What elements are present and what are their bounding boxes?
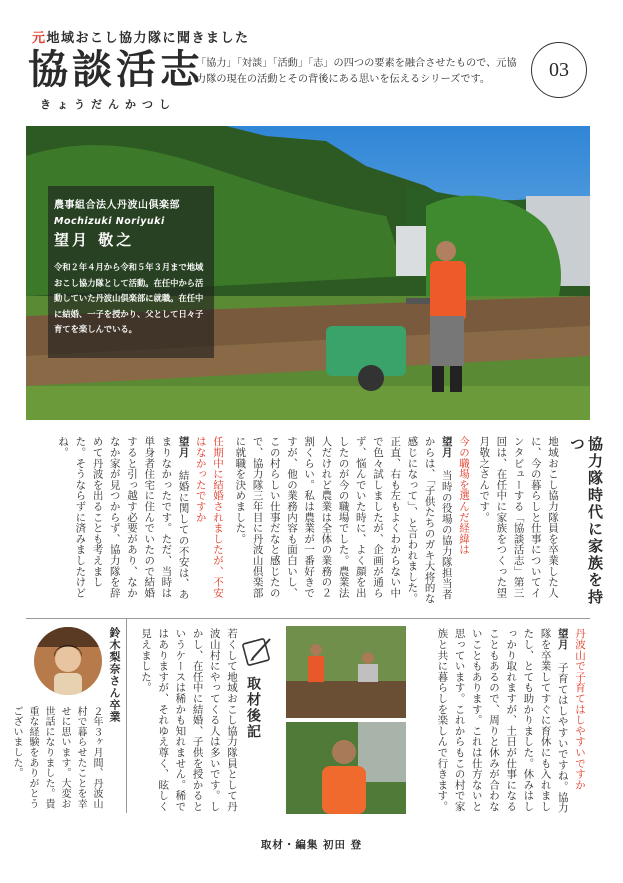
answer-2-speaker: 望月 bbox=[177, 436, 190, 458]
answer-3-speaker: 望月 bbox=[556, 628, 569, 650]
kicker-text: 地域おこし協力隊に聞きました bbox=[46, 31, 250, 46]
profile-name: 望月 敬之 bbox=[54, 231, 135, 249]
article-block-1 bbox=[228, 436, 472, 608]
graduate-text: ２年３ヶ月間、丹波山村で暮らせたことを幸せに思います。大変お世話になりました。貴重な経験をありがとうございました。 bbox=[11, 706, 102, 809]
section-divider bbox=[26, 618, 590, 619]
article-block-2 bbox=[40, 436, 226, 608]
profile-name-roman: Mochizuki Noriyuki bbox=[54, 216, 165, 227]
issue-number: 03 bbox=[531, 42, 587, 98]
profile-organization: 農事組合法人丹波山倶楽部 bbox=[54, 200, 180, 211]
pen-notebook-icon bbox=[240, 633, 274, 667]
photo-fieldwork bbox=[286, 626, 406, 718]
profile-bio: 令和２年４月から令和５年３月まで地域おこし協力隊として活動。在任中から活動していた丹波山倶楽部に就職。在任中に結婚、一子を授かり、父として日々子育てを楽しんでいる。 bbox=[54, 262, 204, 334]
column-divider bbox=[126, 618, 127, 813]
graduate-name: 鈴木梨奈さん卒業 bbox=[108, 627, 121, 723]
answer-2: 結婚に関しての不安は、あまりなかったです。ただ、当時は単身者住宅に住んでいたので結婚すると引っ越す必要があり、なかなか家が見つからず、協力隊を辞めて丹波を出ることも考えました。そうならずに済みましたけどね。 bbox=[57, 436, 190, 600]
question-2: 任期中に結婚されましたが、不安はなかったですか bbox=[194, 436, 224, 598]
kicker bbox=[32, 27, 250, 46]
afterword-title: 取材後記 bbox=[245, 676, 261, 740]
series-description: 「協力」「対談」「活動」「志」の四つの要素を融合させたもので、元協力隊の現在の活動とその背後にある思いを伝えるシリーズです。 bbox=[196, 58, 517, 85]
kicker-prefix: 元 bbox=[32, 31, 47, 46]
question-3: 丹波山で子育てはしやすいですか bbox=[574, 628, 586, 790]
answer-1: 当時の役場の協力隊担当者からは、「子供たちのガキ大将的な感じになって」、と言われました。正直、右も左もよくわからない中で色々試しましたが、企画が通らず、悩んでいた時に、よく顔を出したのが今の職場でした。農業法人だけれど農業は全体の業務の２割くらい。私は農業が一番好きですが、他の業務内容も面白いし、この村らしい仕事だなと感じたので、協力隊三年目に丹波山倶楽部に就職を決めました。 bbox=[234, 436, 453, 604]
answer-3: 子育てはしやすいですね。協力隊を卒業してすぐに育休にも入れましたし、とても助かりました。休みはしっかり取れますが、土日が仕事になることもあるので、周りと休みが合わないこともあります。これは仕方ないと思っています。これからもこの村で家族と共に暮らしを楽しんで行きます。 bbox=[436, 628, 569, 814]
footer-credit: 取材・編集 初田 登 bbox=[260, 839, 363, 851]
profile-box bbox=[48, 186, 214, 358]
article-block-3 bbox=[420, 628, 588, 818]
answer-1-speaker: 望月 bbox=[440, 436, 453, 458]
photo-portrait bbox=[286, 722, 406, 814]
article-heading: 協力隊時代に家族を持つ bbox=[568, 436, 604, 606]
graduate-avatar bbox=[34, 627, 102, 695]
afterword-text: 若くして地域おこし協力隊員として丹波山村にやってくる人は多いです。しかし、在任中に結婚、子供を授かるというケースは稀かも知れません。稀ではありますが、それゆえ尊く、眩しく見えました。 bbox=[139, 628, 238, 812]
article-intro: 地域おこし協力隊員を卒業した人に、今の暮らしと仕事についてインタビューする「協談活志」第三回は、在任中に家族をつくった望月敬之さんです。 bbox=[478, 436, 559, 598]
series-reading: きょうだんかつし bbox=[40, 98, 176, 111]
question-1: 今の職場を選んだ経緯は bbox=[458, 436, 470, 555]
series-title: 協談活志 bbox=[28, 47, 204, 93]
